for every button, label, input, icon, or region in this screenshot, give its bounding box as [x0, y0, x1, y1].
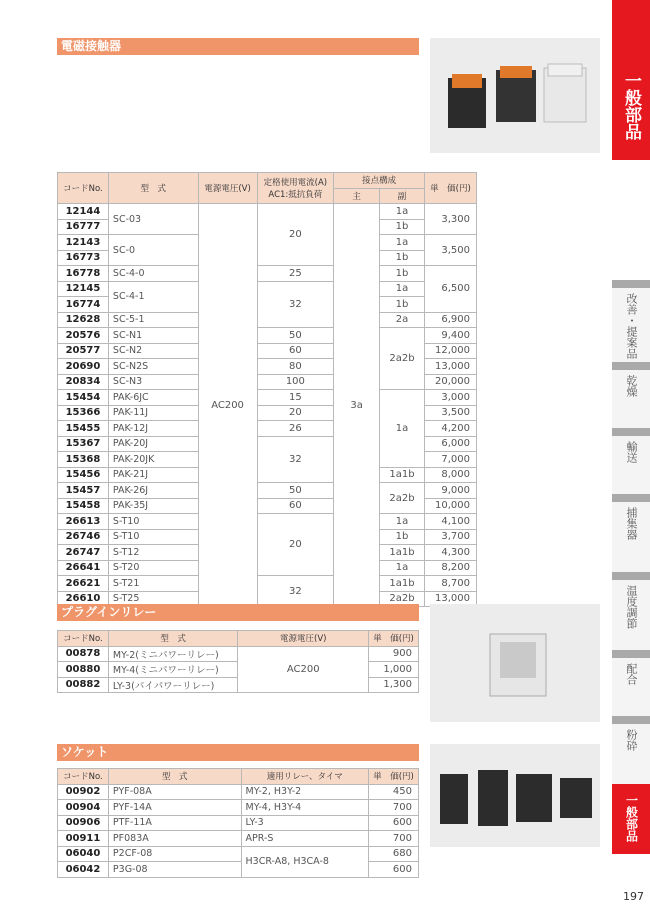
price-cell: 3,700	[424, 529, 476, 545]
model-cell: LY-3(パイパワーリレー)	[108, 677, 238, 693]
price-cell: 20,000	[424, 374, 476, 390]
relay-image-icon	[430, 604, 600, 722]
model-cell: PTF-11A	[108, 815, 241, 831]
sub-contact-cell: 1a	[380, 514, 425, 530]
code-cell: 00878	[58, 646, 109, 662]
sidebar-tab-label: 改善・提案品	[625, 293, 638, 359]
price-cell: 3,500	[424, 235, 476, 266]
model-cell: SC-4-1	[108, 281, 198, 312]
code-cell: 26610	[58, 591, 109, 607]
code-cell: 12145	[58, 281, 109, 297]
price-cell: 1,300	[369, 677, 419, 693]
socket-image-icon	[430, 744, 600, 847]
model-cell: PAK-35J	[108, 498, 198, 514]
price-cell: 600	[369, 862, 419, 878]
contactor-photo	[430, 38, 600, 153]
contactor-image-icon	[430, 38, 600, 153]
sub-contact-cell: 1b	[380, 266, 425, 282]
col-contact: 接点構成	[334, 173, 425, 189]
code-cell: 00906	[58, 815, 109, 831]
sidebar-tab-label: 輸送	[625, 441, 638, 463]
sidebar-tab-mixing[interactable]	[612, 650, 650, 718]
relay-cell: H3CR-A8, H3CA-8	[241, 846, 369, 877]
model-cell: S-T10	[108, 514, 198, 530]
model-cell: S-T25	[108, 591, 198, 607]
code-cell: 15455	[58, 421, 109, 437]
model-cell: SC-N1	[108, 328, 198, 344]
price-cell: 7,000	[424, 452, 476, 468]
section-title-socket: ソケット	[57, 744, 419, 761]
price-cell: 450	[369, 784, 419, 800]
col-relay: 適用リレー、タイマ	[241, 769, 369, 785]
model-cell: PAK-20JK	[108, 452, 198, 468]
col-voltage: 電源電圧(V)	[198, 173, 257, 204]
price-cell: 4,200	[424, 421, 476, 437]
code-cell: 12144	[58, 204, 109, 220]
sub-contact-cell: 1a	[380, 204, 425, 220]
sub-contact-cell: 2a2b	[380, 591, 425, 607]
code-cell: 00911	[58, 831, 109, 847]
model-cell: PF083A	[108, 831, 241, 847]
price-cell: 900	[369, 646, 419, 662]
model-cell: PAK-21J	[108, 467, 198, 483]
col-voltage: 電源電圧(V)	[238, 631, 369, 647]
sidebar-tab-collector[interactable]	[612, 494, 650, 574]
sidebar-tab-drying[interactable]	[612, 362, 650, 430]
price-cell: 3,300	[424, 204, 476, 235]
price-cell: 4,300	[424, 545, 476, 561]
model-cell: SC-N3	[108, 374, 198, 390]
code-cell: 15368	[58, 452, 109, 468]
col-price: 単 価(円)	[424, 173, 476, 204]
price-cell: 6,900	[424, 312, 476, 328]
code-cell: 20690	[58, 359, 109, 375]
sidebar-tab-label: 粉砕	[625, 729, 638, 751]
sub-contact-cell: 2a2b	[380, 328, 425, 390]
price-cell: 700	[369, 800, 419, 816]
current-cell: 26	[257, 421, 334, 437]
sub-contact-cell: 1a1b	[380, 576, 425, 592]
model-cell: SC-5-1	[108, 312, 198, 328]
sub-contact-cell: 1a	[380, 235, 425, 251]
sub-contact-cell: 1b	[380, 219, 425, 235]
sub-contact-cell: 1a	[380, 281, 425, 297]
code-cell: 26746	[58, 529, 109, 545]
code-cell: 15456	[58, 467, 109, 483]
model-cell: MY-4(ミニパワーリレー)	[108, 662, 238, 678]
code-cell: 16774	[58, 297, 109, 313]
model-cell: S-T12	[108, 545, 198, 561]
price-cell: 10,000	[424, 498, 476, 514]
model-cell: MY-2(ミニパワーリレー)	[108, 646, 238, 662]
current-cell: 32	[257, 436, 334, 483]
code-cell: 06040	[58, 846, 109, 862]
current-cell: 100	[257, 374, 334, 390]
sidebar-tab-label: 乾燥	[625, 375, 638, 397]
sidebar-tab-label: 捕集器	[625, 507, 638, 540]
code-cell: 12143	[58, 235, 109, 251]
col-contact-main: 主	[334, 188, 380, 204]
sidebar-bottom-label: 一般部品	[624, 794, 639, 842]
page-number: 197	[623, 890, 644, 903]
sub-contact-cell: 1b	[380, 297, 425, 313]
contactor-table	[57, 172, 477, 607]
model-cell: SC-N2S	[108, 359, 198, 375]
section-title-contactor: 電磁接触器	[57, 38, 419, 55]
model-cell: PAK-11J	[108, 405, 198, 421]
price-cell: 9,000	[424, 483, 476, 499]
price-cell: 1,000	[369, 662, 419, 678]
sidebar-top-label: 一般部品	[621, 72, 641, 140]
relay-photo	[430, 604, 600, 722]
code-cell: 16778	[58, 266, 109, 282]
col-price: 単 価(円)	[369, 631, 419, 647]
price-cell: 700	[369, 831, 419, 847]
code-cell: 15366	[58, 405, 109, 421]
col-contact-sub: 副	[380, 188, 425, 204]
price-cell: 12,000	[424, 343, 476, 359]
sub-contact-cell: 2a	[380, 312, 425, 328]
model-cell: SC-4-0	[108, 266, 198, 282]
model-cell: PYF-08A	[108, 784, 241, 800]
model-cell: PAK-26J	[108, 483, 198, 499]
price-cell: 9,400	[424, 328, 476, 344]
model-cell: S-T10	[108, 529, 198, 545]
col-code: コードNo.	[58, 631, 109, 647]
code-cell: 15458	[58, 498, 109, 514]
model-cell: SC-N2	[108, 343, 198, 359]
model-cell: PYF-14A	[108, 800, 241, 816]
current-cell: 60	[257, 343, 334, 359]
code-cell: 00880	[58, 662, 109, 678]
code-cell: 26641	[58, 560, 109, 576]
socket-table	[57, 768, 419, 878]
model-cell: PAK-20J	[108, 436, 198, 452]
current-cell: 20	[257, 204, 334, 266]
code-cell: 00904	[58, 800, 109, 816]
code-cell: 20576	[58, 328, 109, 344]
sidebar-tab-label: 配合	[625, 663, 638, 685]
code-cell: 15457	[58, 483, 109, 499]
sidebar-tab-label: 温度調節	[625, 585, 638, 629]
code-cell: 26747	[58, 545, 109, 561]
col-model: 型 式	[108, 631, 238, 647]
sidebar-category-bottom[interactable]	[612, 784, 650, 854]
code-cell: 00882	[58, 677, 109, 693]
current-cell: 20	[257, 514, 334, 576]
sidebar-tab-temperature[interactable]	[612, 572, 650, 652]
voltage-cell: AC200	[238, 646, 369, 693]
current-cell: 25	[257, 266, 334, 282]
price-cell: 13,000	[424, 359, 476, 375]
voltage-cell: AC200	[198, 204, 257, 607]
current-cell: 20	[257, 405, 334, 421]
code-cell: 15454	[58, 390, 109, 406]
price-cell: 4,100	[424, 514, 476, 530]
sub-contact-cell: 1b	[380, 529, 425, 545]
code-cell: 06042	[58, 862, 109, 878]
price-cell: 8,000	[424, 467, 476, 483]
code-cell: 26613	[58, 514, 109, 530]
main-contact-cell: 3a	[334, 204, 380, 607]
code-cell: 15367	[58, 436, 109, 452]
price-cell: 8,200	[424, 560, 476, 576]
code-cell: 26621	[58, 576, 109, 592]
model-cell: P2CF-08	[108, 846, 241, 862]
sub-contact-cell: 1a	[380, 390, 425, 468]
code-cell: 16777	[58, 219, 109, 235]
current-cell: 32	[257, 281, 334, 328]
model-cell: SC-0	[108, 235, 198, 266]
model-cell: S-T21	[108, 576, 198, 592]
price-cell: 3,000	[424, 390, 476, 406]
current-cell: 80	[257, 359, 334, 375]
sidebar-tab-transport[interactable]	[612, 428, 650, 496]
col-model: 型 式	[108, 173, 198, 204]
current-cell: 32	[257, 576, 334, 607]
price-cell: 680	[369, 846, 419, 862]
price-cell: 6,000	[424, 436, 476, 452]
relay-cell: LY-3	[241, 815, 369, 831]
current-cell: 60	[257, 498, 334, 514]
relay-cell: MY-2, H3Y-2	[241, 784, 369, 800]
code-cell: 00902	[58, 784, 109, 800]
model-cell: P3G-08	[108, 862, 241, 878]
relay-cell: APR-S	[241, 831, 369, 847]
price-cell: 600	[369, 815, 419, 831]
code-cell: 20834	[58, 374, 109, 390]
col-current: 定格使用電流(A) AC1:抵抗負荷	[257, 173, 334, 204]
section-title-plugin-relay: プラグインリレー	[57, 604, 419, 621]
price-cell: 8,700	[424, 576, 476, 592]
code-cell: 16773	[58, 250, 109, 266]
price-cell: 13,000	[424, 591, 476, 607]
price-cell: 6,500	[424, 266, 476, 313]
col-code: コードNo.	[58, 173, 109, 204]
relay-cell: MY-4, H3Y-4	[241, 800, 369, 816]
sub-contact-cell: 1b	[380, 250, 425, 266]
plugin-relay-table	[57, 630, 419, 693]
model-cell: SC-03	[108, 204, 198, 235]
model-cell: PAK-6JC	[108, 390, 198, 406]
current-cell: 50	[257, 328, 334, 344]
sub-contact-cell: 1a1b	[380, 545, 425, 561]
sub-contact-cell: 2a2b	[380, 483, 425, 514]
sub-contact-cell: 1a1b	[380, 467, 425, 483]
current-cell: 15	[257, 390, 334, 406]
code-cell: 20577	[58, 343, 109, 359]
sidebar-category-top[interactable]	[612, 0, 650, 160]
socket-photo	[430, 744, 600, 847]
sidebar-tab-kaizen[interactable]	[612, 280, 650, 370]
col-code: コードNo.	[58, 769, 109, 785]
col-model: 型 式	[108, 769, 241, 785]
model-cell: PAK-12J	[108, 421, 198, 437]
code-cell: 12628	[58, 312, 109, 328]
col-price: 単 価(円)	[369, 769, 419, 785]
sidebar-tab-crushing[interactable]	[612, 716, 650, 784]
model-cell: S-T20	[108, 560, 198, 576]
sub-contact-cell: 1a	[380, 560, 425, 576]
price-cell: 3,500	[424, 405, 476, 421]
current-cell: 50	[257, 483, 334, 499]
